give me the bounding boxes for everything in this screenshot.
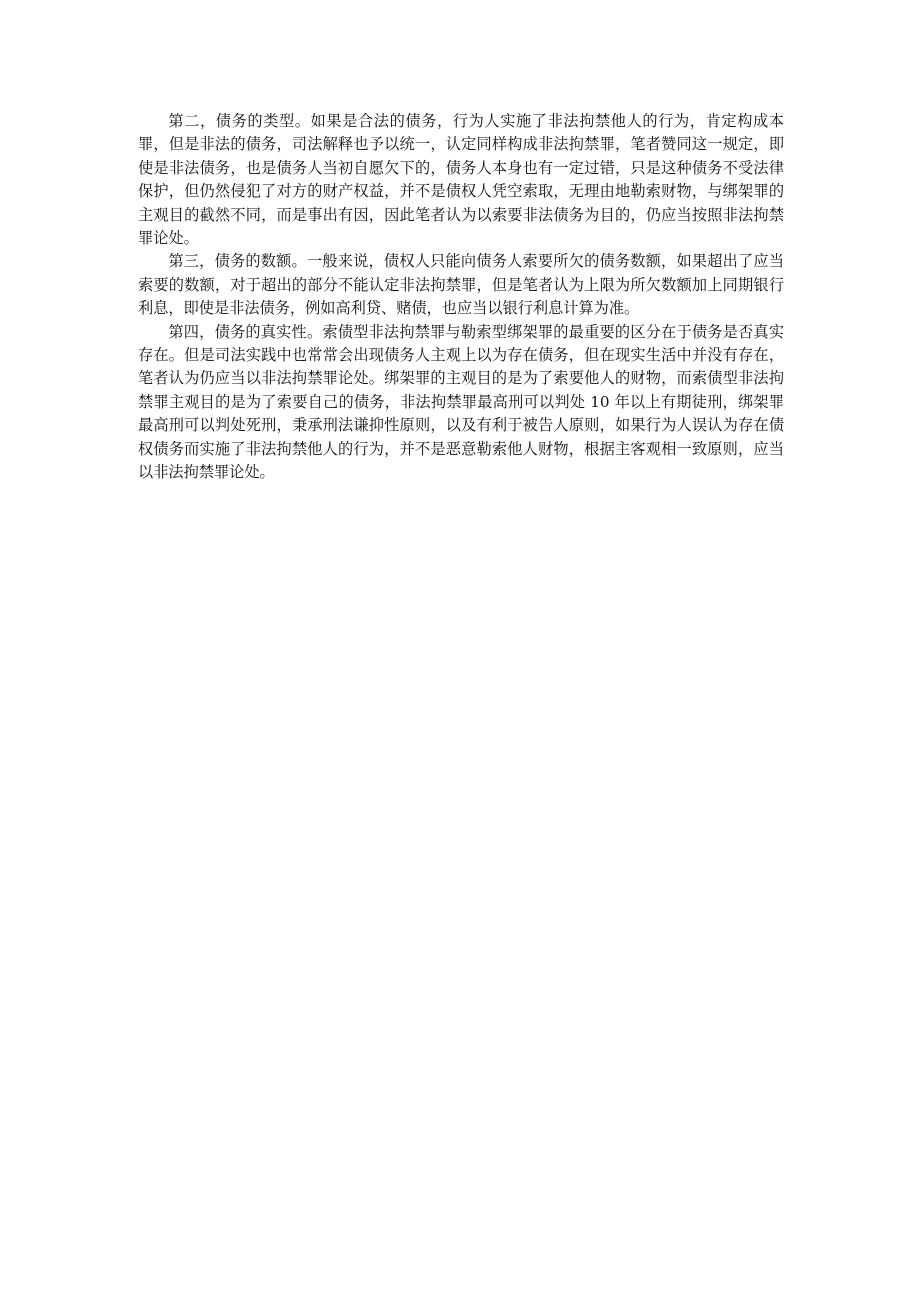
paragraph-debt-authenticity: 第四，债务的真实性。索债型非法拘禁罪与勒索型绑架罪的最重要的区分在于债务是否真实存在。但是司法实践中也常常会出现债务人主观上以为存在债务，但在现实生活中并没有存在，笔者认为仍应当以非法拘禁罪论处。绑架罪的主观目的是为了索要他人的财物，而索债型非法拘禁罪主观目的是为了索要自己的债务，非法拘禁罪最高刑可以判处 10 年以上有期徒刑，绑架罪最高刑可以判处死刑，秉承刑法谦抑性原则，以及有利于被告人原则，如果行为人误认为存在债权债务而实施了非法拘禁他人的行为，并不是恶意勒索他人财物，根据主客观相一致原则，应当以非法拘禁罪论处。 (138, 322, 784, 482)
paragraph-debt-amount: 第三，债务的数额。一般来说，债权人只能向债务人索要所欠的债务数额，如果超出了应当索要的数额，对于超出的部分不能认定非法拘禁罪，但是笔者认为上限为所欠数额加上同期银行利息，即使是非法债务，例如高利贷、赌债，也应当以银行利息计算为准。 (138, 252, 784, 318)
document-body (138, 110, 784, 485)
paragraph-debt-type: 第二，债务的类型。如果是合法的债务，行为人实施了非法拘禁他人的行为，肯定构成本罪，但是非法的债务，司法解释也予以统一，认定同样构成非法拘禁罪，笔者赞同这一规定，即使是非法债务，也是债务人当初自愿欠下的，债务人本身也有一定过错，只是这种债务不受法律保护，但仍然侵犯了对方的财产权益，并不是债权人凭空索取，无理由地勒索财物，与绑架罪的主观目的截然不同，而是事出有因，因此笔者认为以索要非法债务为目的，仍应当按照非法拘禁罪论处。 (138, 112, 784, 248)
